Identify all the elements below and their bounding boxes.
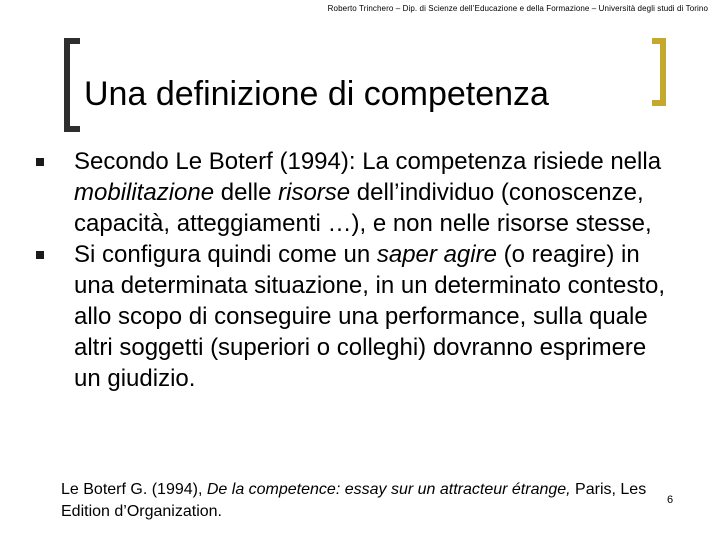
reference-publisher: Paris, Les Edition d’Organization. bbox=[61, 481, 647, 520]
reference-author: Le Boterf G. (1994), bbox=[61, 481, 207, 498]
bullet-text bbox=[74, 241, 665, 392]
bullet-square-icon bbox=[36, 158, 44, 166]
title-right-bracket bbox=[652, 38, 666, 106]
bullet-square-icon bbox=[36, 251, 44, 259]
text-run-italic: risorse bbox=[278, 179, 351, 206]
text-run: delle bbox=[214, 179, 279, 206]
slide-header: Roberto Trinchero – Dip. di Scienze dell’Educazione e della Formazione – Università degli studi di Torino bbox=[327, 4, 708, 13]
text-run: Si configura quindi come un bbox=[74, 241, 377, 268]
text-run: dell’individuo (conoscenze, capacità, atteggiamenti …), e non nelle risorse stesse, bbox=[74, 179, 652, 237]
bullet-text bbox=[74, 148, 661, 237]
text-run: Secondo Le Boterf (1994): La competenza risiede nella bbox=[74, 148, 662, 175]
bullet-list bbox=[36, 146, 666, 394]
page-number: 6 bbox=[666, 494, 674, 506]
bullet-item bbox=[36, 239, 666, 394]
text-run-italic: saper agire bbox=[376, 241, 497, 268]
reference-book-title: De la competence: essay sur un attracteur étrange, bbox=[206, 481, 571, 498]
text-run: (o reagire) in una determinata situazione, in un determinato contesto, allo scopo di conseguire una performance, sulla quale altri soggetti (superiori o colleghi) dovranno esprimere un giudizio. bbox=[74, 241, 666, 392]
text-run-italic: mobilitazione bbox=[74, 179, 215, 206]
title-left-bracket bbox=[64, 38, 80, 132]
reference-note bbox=[61, 479, 651, 523]
bullet-item bbox=[36, 146, 666, 239]
slide-title: Una definizione di competenza bbox=[84, 75, 549, 113]
